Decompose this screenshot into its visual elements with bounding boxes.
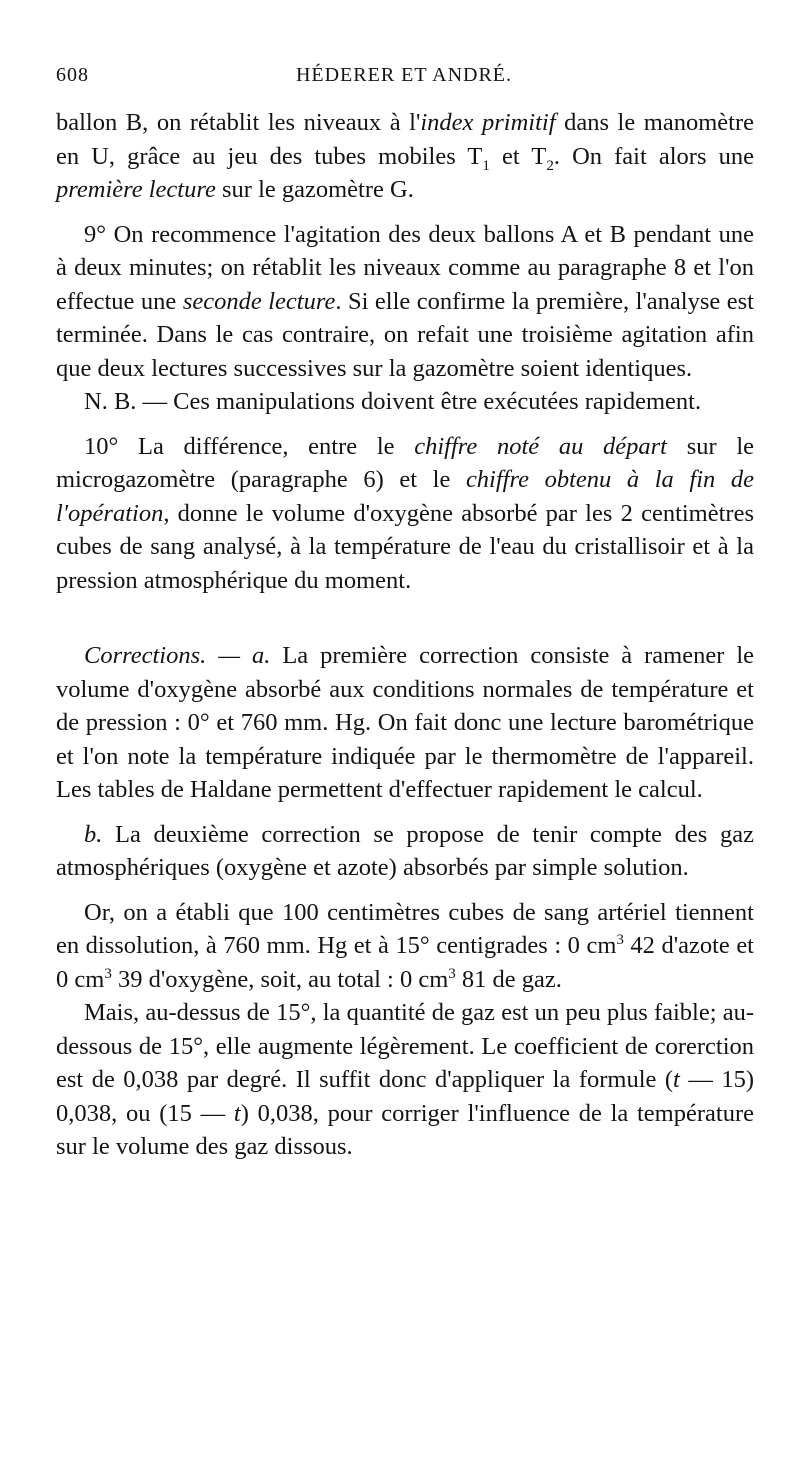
superscript: 3 — [616, 931, 624, 948]
body-text — [56, 106, 754, 1164]
text-run: sur le microgazomètre (paragraphe 6) et le — [56, 432, 755, 493]
superscript: 3 — [104, 965, 112, 982]
text-run: Mais, au-dessus de 15°, la quantité de gaz est un peu plus faible; au-dessous de 15°, elle augmente légèrement. Le coefficient de corerction est de 0,038 par degré. Il suffit donc d'appliquer la formule ( — [56, 999, 754, 1093]
text-run: sur le gazomètre G. — [215, 176, 414, 203]
subscript: 1 — [482, 157, 490, 174]
superscript: 3 — [448, 965, 456, 982]
subscript: 2 — [546, 157, 554, 174]
paragraph-corrections-b — [56, 818, 754, 885]
text-run: La première correction consiste à ramener le volume d'oxygène absorbé aux conditions normales de température et de pression : 0° et 760 mm. Hg. On fait donc une lecture barométrique et l'on note la température indiquée par le thermomètre de l'appareil. Les tables de Haldane permettent d'effectuer rapidement le calcul. — [56, 642, 754, 803]
paragraph-dissolved-gases — [56, 896, 754, 997]
text-run: 9° On recommence l'agitation des deux ballons A et B pendant une à deux minutes; on rétablit les niveaux comme au paragraphe 8 et l'on effectue une — [56, 220, 754, 315]
paragraph-step-10 — [56, 430, 754, 598]
text-run: 10° La différence, entre le — [84, 432, 415, 460]
item-letter: b. — [84, 820, 103, 848]
variable: t — [673, 1066, 680, 1093]
variable: t — [233, 1099, 241, 1127]
text-run: ballon B, on rétablit les niveaux à l' — [56, 109, 421, 136]
section-heading: Corrections. — a. — [84, 642, 271, 669]
paragraph-nota-bene: N. B. — Ces manipulations doivent être exécutées rapidement. — [84, 388, 702, 415]
text-run: . On fait alors une — [553, 142, 754, 170]
running-header — [56, 60, 752, 90]
text-run: 42 d'azote et 0 cm — [56, 932, 754, 993]
text-run: . Si elle confirme la première, l'analyse est terminée. Dans le cas contraire, on refait une troisième agitation afin que deux lectures successives sur la gazomètre soient identiques. — [56, 287, 754, 382]
paragraph-continuation — [56, 106, 754, 207]
emphasis: seconde lecture — [182, 287, 336, 315]
running-title: HÉDERER ET ANDRÉ. — [295, 64, 513, 86]
text-run: Or, on a établi que 100 centimètres cubes de sang artériel tiennent en dissolution, à 760 mm. Hg et à 15° centigrades : 0 cm — [56, 898, 754, 959]
text-run: 81 de gaz. — [455, 965, 562, 993]
paragraph-temperature-formula — [56, 996, 754, 1164]
text-run: , donne le volume d'oxygène absorbé par les 2 centimètres cubes de sang analysé, à la température de l'eau du cristallisoir et à la pression atmosphérique du moment. — [56, 499, 754, 594]
emphasis: index primitif — [420, 109, 556, 136]
paragraph-corrections-a — [56, 639, 754, 807]
page-number: 608 — [56, 64, 89, 86]
text-run: La deuxième correction se propose de tenir compte des gaz atmosphériques (oxygène et azote) absorbés par simple solution. — [56, 820, 754, 881]
text-run: 39 d'oxygène, soit, au total : 0 cm — [111, 965, 449, 993]
text-run: ) 0,038, pour corriger l'influence de la température sur le volume des gaz dissous. — [56, 1099, 754, 1160]
text-run: — 15) 0,038, ou (15 — — [56, 1066, 754, 1127]
text-run: et T — [489, 142, 547, 170]
emphasis: chiffre obtenu à la fin de l'opération — [56, 466, 754, 527]
emphasis: chiffre noté au départ — [414, 432, 667, 460]
paragraph-step-9 — [56, 218, 754, 386]
emphasis: première lecture — [56, 176, 216, 203]
text-run: dans le manomètre en U, grâce au jeu des tubes mobiles T — [56, 109, 754, 170]
